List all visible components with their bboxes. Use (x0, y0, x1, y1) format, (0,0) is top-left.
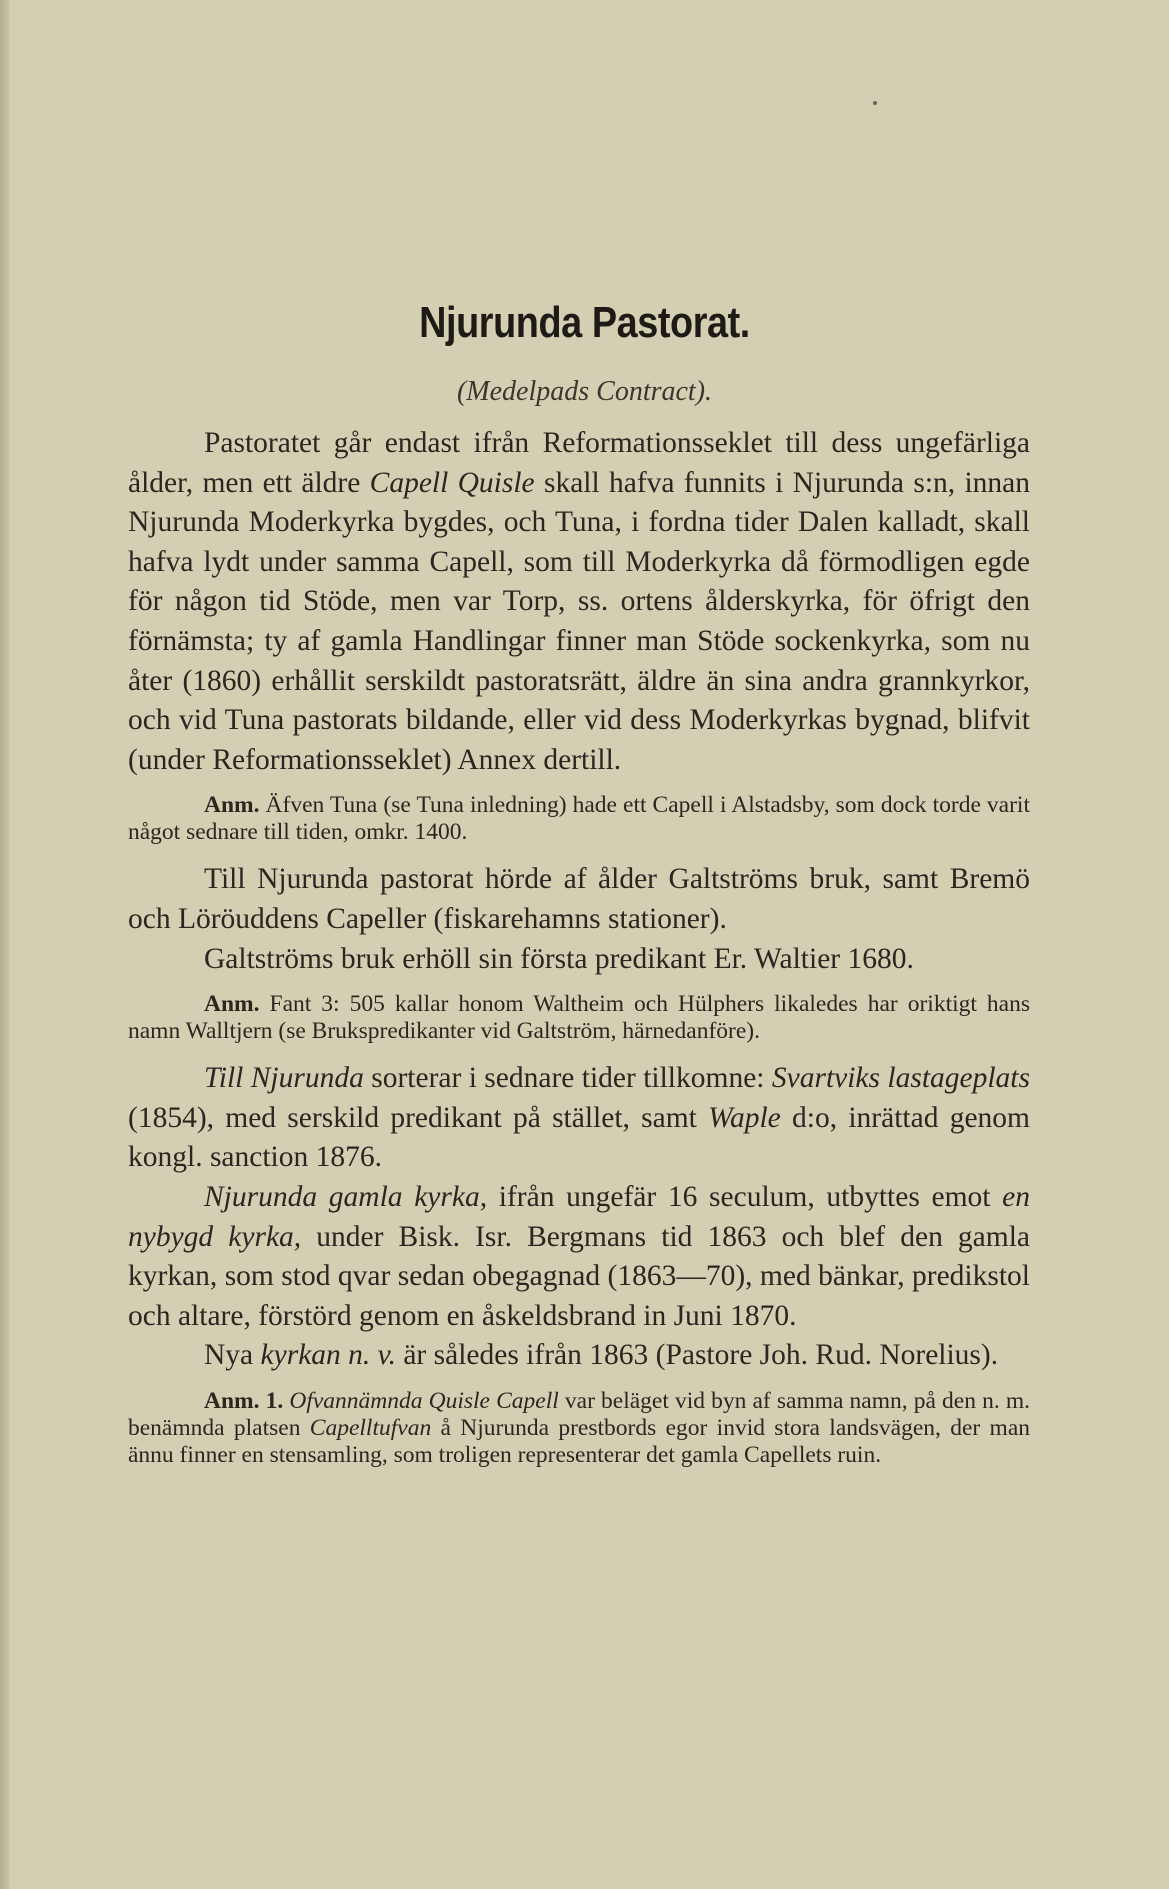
page-subtitle: (Medelpads Contract). (456, 376, 713, 407)
paragraph-2: Till Njurunda pastorat hörde af ålder Galtströms bruk, samt Bremö och Löröuddens Capeller (fiskarehamns stationer). (128, 863, 1030, 935)
paragraph-3: Galtströms bruk erhöll sin första predikant Er. Waltier 1680. (204, 942, 914, 975)
paragraph-4: Till Njurunda sorterar i sednare tider tillkomne: Svartviks lastageplats (1854), med serskild predikant på stället, samt Waple d:o, inrättad genom kongl. sanction 1876. (128, 1062, 1030, 1174)
paragraph-6: Nya kyrkan n. v. är således ifrån 1863 (Pastore Joh. Rud. Norelius). (204, 1339, 999, 1372)
note-1: Anm. Äfven Tuna (se Tuna inledning) hade ett Capell i Alstadsby, som dock torde varit något sednare till tiden, omkr. 1400. (128, 792, 1030, 846)
page-title: Njurunda Pastorat. (419, 298, 750, 347)
page-binding-edge (0, 0, 10, 1889)
body-text (128, 424, 1030, 1483)
paper-speck (873, 101, 877, 105)
note-3: Anm. 1. Ofvannämnda Quisle Capell var beläget vid byn af samma namn, på den n. m. benämnda platsen Capelltufvan å Njurunda prestbords egor invid stora landsvägen, der man ännu finner en stensamling, som troligen representerar det gamla Capellets ruin. (128, 1387, 1031, 1468)
paragraph-1: Pastoratet går endast ifrån Reformationsseklet till dess ungefärliga ålder, men ett äldre Capell Quisle skall hafva funnits i Njurunda s:n, innan Njurunda Moderkyrka bygdes, och Tuna, i fordna tider Dalen kalladt, skall hafva lydt under samma Capell, som till Moderkyrka då förmodligen egde för någon tid Stöde, men var Torp, ss. ortens ålderskyrka, för öfrigt den förnämsta; ty af gamla Handlingar finner man Stöde sockenkyrka, som nu åter (1860) erhållit serskildt pastoratsrätt, äldre än sina andra grannkyrkor, och vid Tuna pastorats bildande, eller vid dess Moderkyrkas bygnad, blifvit (under Reformationsseklet) Annex dertill. (128, 427, 1030, 776)
note-2: Anm. Fant 3: 505 kallar honom Waltheim och Hülphers likaledes har oriktigt hans namn Walltjern (se Brukspredikanter vid Galtström, härnedanföre). (128, 991, 1030, 1045)
paragraph-5: Njurunda gamla kyrka, ifrån ungefär 16 seculum, utbyttes emot en nybygd kyrka, under Bisk. Isr. Bergmans tid 1863 och blef den gamla kyrkan, som stod qvar sedan obegagnad (1863—70), med bänkar, predikstol och altare, förstörd genom en åskeldsbrand in Juni 1870. (128, 1180, 1030, 1332)
